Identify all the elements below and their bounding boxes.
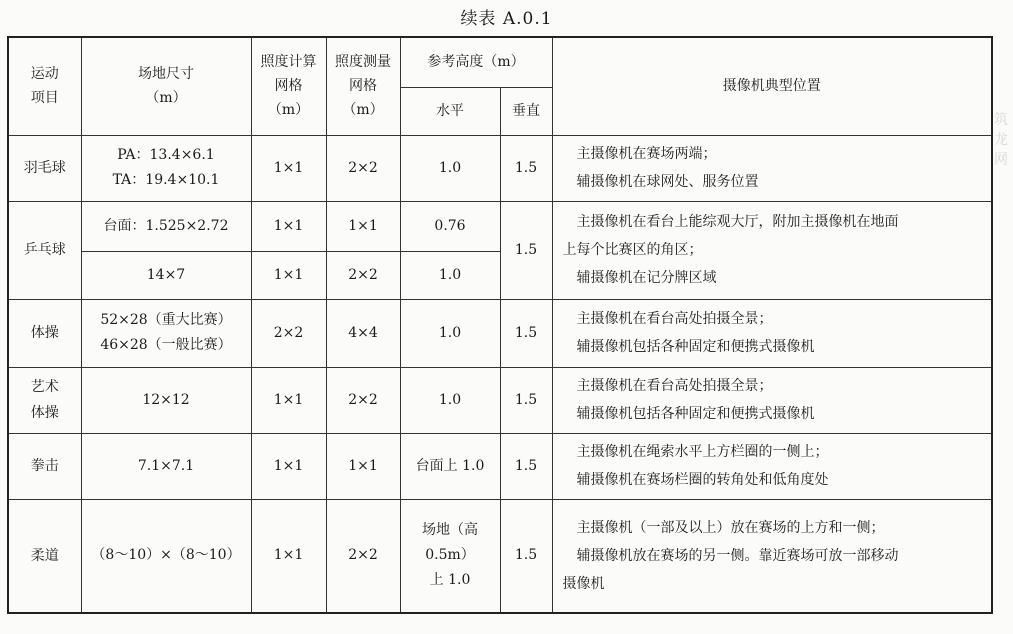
size-cell: 14×7 xyxy=(81,251,251,299)
calc-grid-cell: 1×1 xyxy=(251,499,326,613)
watermark: 筑 龙 网 xyxy=(994,112,1008,168)
table-row xyxy=(8,299,992,367)
header-size: 场地尺寸 （m） xyxy=(81,37,251,135)
calc-grid-cell: 1×1 xyxy=(251,201,326,251)
header-camera: 摄像机典型位置 xyxy=(552,37,992,135)
table-row xyxy=(8,499,992,613)
sport-cell: 乒乓球 xyxy=(8,201,81,299)
header-meas-grid: 照度测量 网格 （m） xyxy=(326,37,400,135)
meas-grid-cell: 1×1 xyxy=(326,201,400,251)
table-row xyxy=(8,201,992,251)
meas-grid-cell: 2×2 xyxy=(326,251,400,299)
vertical-cell: 1.5 xyxy=(500,367,552,433)
size-cell: 12×12 xyxy=(81,367,251,433)
table-title: 续表 A.0.1 xyxy=(460,9,553,29)
header-horizontal: 水平 xyxy=(400,87,500,135)
lighting-table xyxy=(7,36,993,614)
size-cell: PA：13.4×6.1 TA：19.4×10.1 xyxy=(81,135,251,201)
header-vertical: 垂直 xyxy=(500,87,552,135)
meas-grid-cell: 2×2 xyxy=(326,367,400,433)
header-ref-height: 参考高度（m） xyxy=(400,37,552,87)
sport-cell: 柔道 xyxy=(8,499,81,613)
calc-grid-cell: 2×2 xyxy=(251,299,326,367)
sport-cell: 拳击 xyxy=(8,433,81,499)
camera-cell: 主摄像机在看台高处拍摄全景； 辅摄像机包括各种固定和便携式摄像机 xyxy=(552,367,992,433)
table-row xyxy=(8,433,992,499)
meas-grid-cell: 1×1 xyxy=(326,433,400,499)
header-calc-grid: 照度计算 网格 （m） xyxy=(251,37,326,135)
vertical-cell: 1.5 xyxy=(500,135,552,201)
horizontal-cell: 场地（高 0.5m） 上 1.0 xyxy=(400,499,500,613)
table-row xyxy=(8,367,992,433)
sport-cell: 羽毛球 xyxy=(8,135,81,201)
vertical-cell: 1.5 xyxy=(500,201,552,299)
calc-grid-cell: 1×1 xyxy=(251,251,326,299)
horizontal-cell: 1.0 xyxy=(400,367,500,433)
meas-grid-cell: 2×2 xyxy=(326,499,400,613)
camera-cell: 主摄像机在看台高处拍摄全景； 辅摄像机包括各种固定和便携式摄像机 xyxy=(552,299,992,367)
camera-cell: 主摄像机在赛场两端； 辅摄像机在球网处、服务位置 xyxy=(552,135,992,201)
sport-cell: 艺术 体操 xyxy=(8,367,81,433)
horizontal-cell: 1.0 xyxy=(400,299,500,367)
meas-grid-cell: 2×2 xyxy=(326,135,400,201)
camera-cell: 主摄像机在看台上能综观大厅，附加主摄像机在地面 上每个比赛区的角区； 辅摄像机在记分牌区域 xyxy=(552,201,992,299)
table-row xyxy=(8,135,992,201)
calc-grid-cell: 1×1 xyxy=(251,135,326,201)
meas-grid-cell: 4×4 xyxy=(326,299,400,367)
header-sport: 运动 项目 xyxy=(8,37,81,135)
camera-cell: 主摄像机（一部及以上）放在赛场的上方和一侧； 辅摄像机放在赛场的另一侧。靠近赛场可放一部移动 摄像机 xyxy=(552,499,992,613)
size-cell: 7.1×7.1 xyxy=(81,433,251,499)
horizontal-cell: 1.0 xyxy=(400,251,500,299)
vertical-cell: 1.5 xyxy=(500,499,552,613)
horizontal-cell: 台面上 1.0 xyxy=(400,433,500,499)
size-cell: （8～10）×（8～10） xyxy=(81,499,251,613)
horizontal-cell: 0.76 xyxy=(400,201,500,251)
horizontal-cell: 1.0 xyxy=(400,135,500,201)
sport-cell: 体操 xyxy=(8,299,81,367)
size-cell: 52×28（重大比赛） 46×28（一般比赛） xyxy=(81,299,251,367)
camera-cell: 主摄像机在绳索水平上方栏圈的一侧上； 辅摄像机在赛场栏圈的转角处和低角度处 xyxy=(552,433,992,499)
size-cell: 台面：1.525×2.72 xyxy=(81,201,251,251)
vertical-cell: 1.5 xyxy=(500,299,552,367)
vertical-cell: 1.5 xyxy=(500,433,552,499)
calc-grid-cell: 1×1 xyxy=(251,433,326,499)
calc-grid-cell: 1×1 xyxy=(251,367,326,433)
